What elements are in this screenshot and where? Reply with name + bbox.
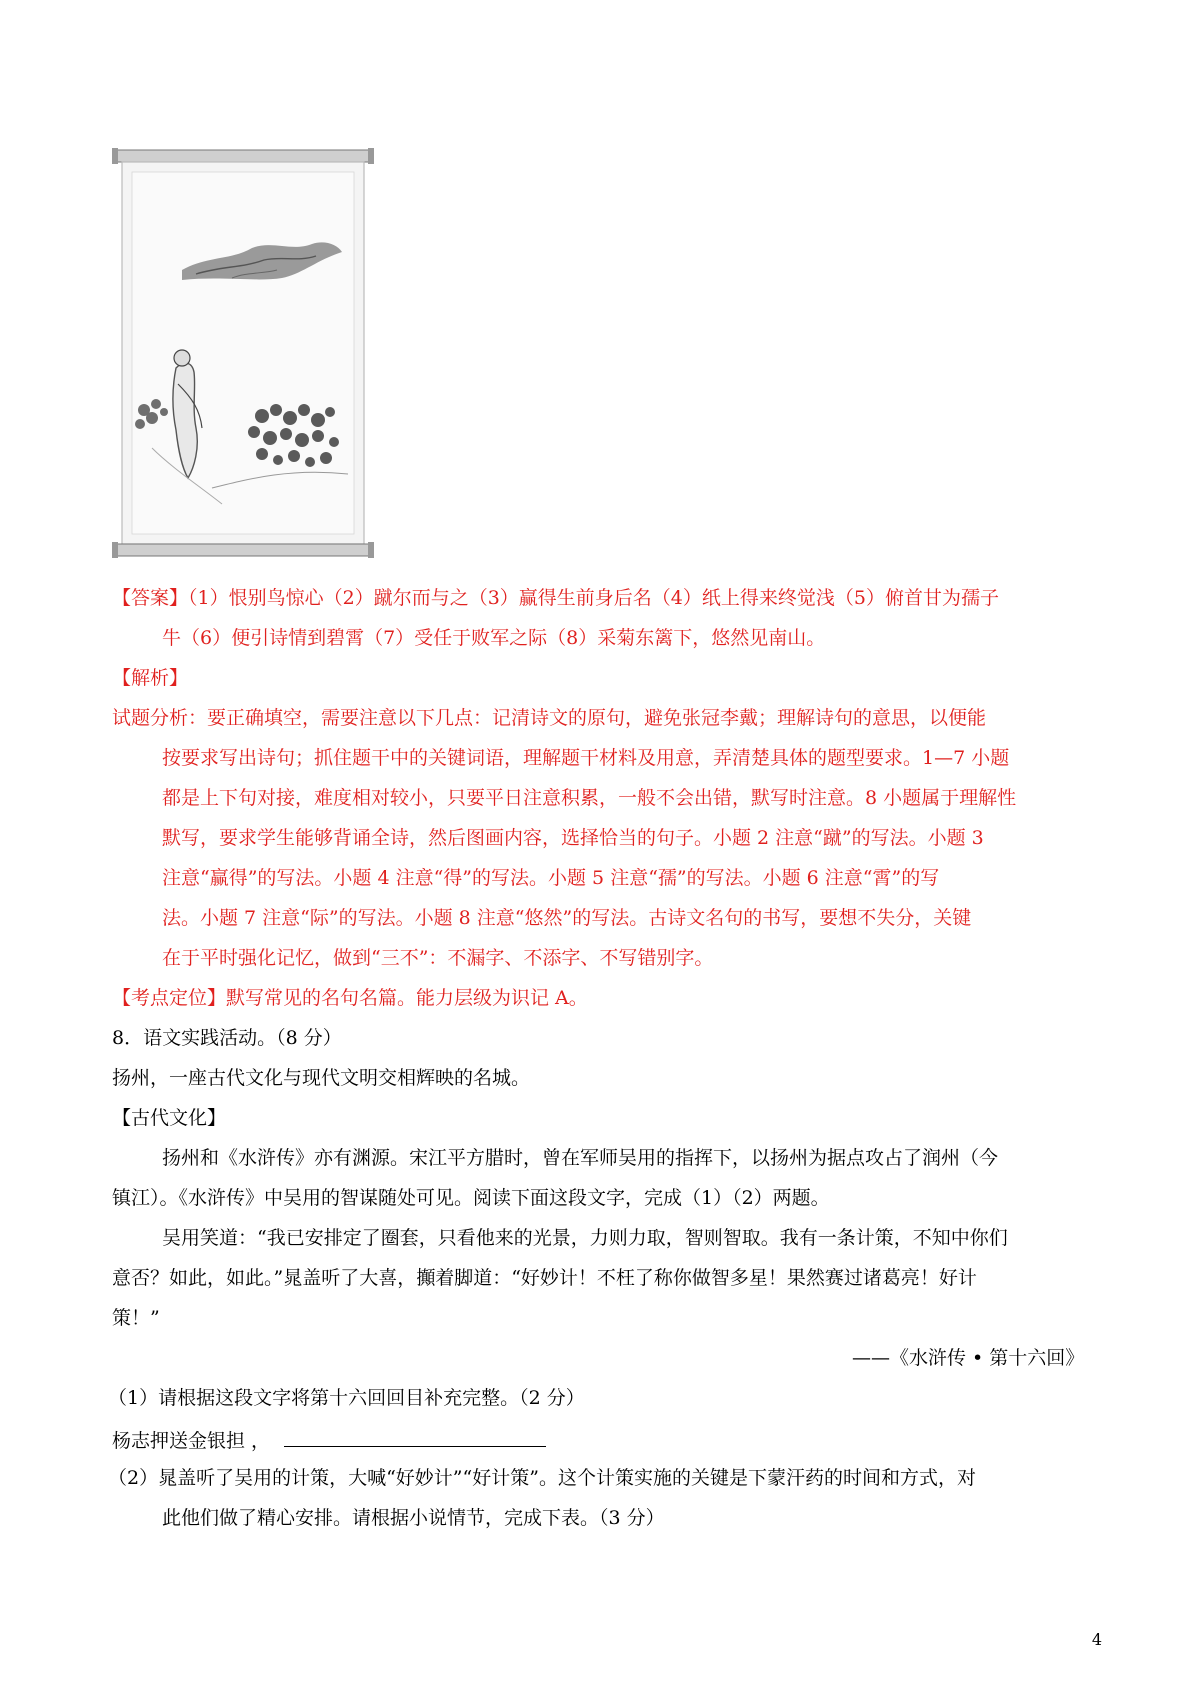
section-heading: 【古代文化】	[112, 1107, 227, 1129]
quote-line-3: 策！”	[112, 1307, 160, 1329]
analysis-line-5: 注意“赢得”的写法。小题 4 注意“得”的写法。小题 5 注意“孺”的写法。小题 6 注意“霄”的写	[162, 867, 940, 889]
analysis-line-1: 试题分析：要正确填空，需要注意以下几点：记清诗文的原句，避免张冠李戴；理解诗句的意思，以便能	[112, 707, 987, 729]
answer-line-1	[112, 584, 999, 612]
quote-line-2: 意否？如此，如此。”晁盖听了大喜，攧着脚道：“好妙计！不枉了称你做智多星！果然赛过诸葛亮！好计	[112, 1267, 977, 1289]
sub-question-2-line-1: （2）晁盖听了吴用的计策，大喊“好妙计”“好计策”。这个计策实施的关键是下蒙汗药的时间和方式，对	[108, 1467, 976, 1489]
analysis-label: 【解析】	[112, 667, 189, 689]
sub-question-2-line-2: 此他们做了精心安排。请根据小说情节，完成下表。（3 分）	[162, 1507, 665, 1529]
analysis-line-3: 都是上下句对接，难度相对较小，只要平日注意积累，一般不会出错，默写时注意。8 小题属于理解性	[162, 787, 1017, 809]
para1-line-2: 镇江）。《水浒传》中吴用的智谋随处可见。阅读下面这段文字，完成（1）（2）两题。	[112, 1187, 830, 1209]
kaodian-line	[112, 984, 588, 1012]
kaodian-text: 默写常见的名句名篇。能力层级为识记 A。	[226, 987, 588, 1009]
analysis-line-6: 法。小题 7 注意“际”的写法。小题 8 注意“悠然”的写法。古诗文名句的书写，要想不失分，关键	[162, 907, 972, 929]
quote-line-1: 吴用笑道：“我已安排定了圈套，只看他来的光景，力则力取，智则智取。我有一条计策，不知中你们	[162, 1227, 1008, 1249]
quote-source: ——《水浒传 • 第十六回》	[852, 1347, 1085, 1369]
fill-prefix: 杨志押送金银担 ，	[112, 1430, 271, 1452]
sub-question-1-fill	[112, 1424, 546, 1455]
para1-line-1: 扬州和《水浒传》亦有渊源。宋江平方腊时，曾在军师吴用的指挥下，以扬州为据点攻占了润州（今	[162, 1147, 999, 1169]
answer-blank[interactable]	[284, 1424, 546, 1447]
sub-question-1: （1）请根据这段文字将第十六回回目补充完整。（2 分）	[108, 1387, 585, 1409]
page-number: 4	[1091, 1630, 1102, 1649]
kaodian-label: 【考点定位】	[112, 987, 227, 1009]
analysis-line-2: 按要求写出诗句；抓住题干中的关键词语，理解题干材料及用意，弄清楚具体的题型要求。1—7 小题	[162, 747, 1010, 769]
answer-label: 【答案】	[112, 587, 189, 609]
answer-line-2: 牛（6）便引诗情到碧霄（7）受任于败军之际（8）采菊东篱下，悠然见南山。	[162, 627, 826, 649]
question-8-title: 8．语文实践活动。（8 分）	[112, 1027, 342, 1049]
scroll-painting-icon	[112, 148, 374, 560]
question-8-intro: 扬州，一座古代文化与现代文明交相辉映的名城。	[112, 1067, 531, 1089]
analysis-line-7: 在于平时强化记忆，做到“三不”：不漏字、不添字、不写错别字。	[162, 947, 714, 969]
analysis-line-4: 默写，要求学生能够背诵全诗，然后图画内容，选择恰当的句子。小题 2 注意“蹴”的写法。小题 3	[162, 827, 984, 849]
answer-text-1: （1）恨别鸟惊心（2）蹴尔而与之（3）赢得生前身后名（4）纸上得来终觉浅（5）俯首甘为孺子	[188, 587, 999, 609]
